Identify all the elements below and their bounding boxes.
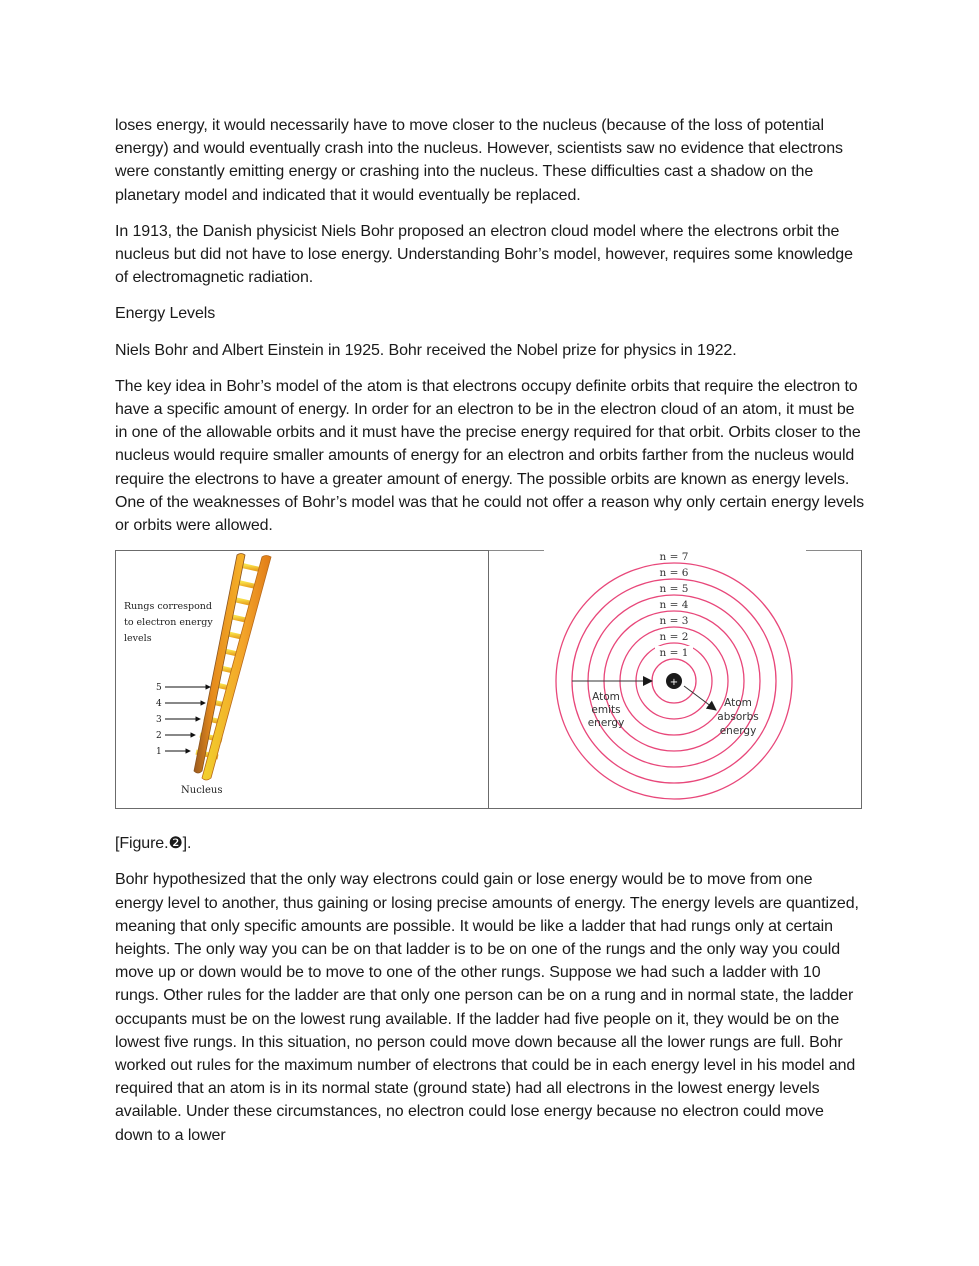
- orbits-panel: [488, 550, 862, 809]
- rung-label-3: 3: [156, 715, 162, 726]
- ladder-panel: [115, 550, 489, 809]
- figure-caption: [Figure.❷].: [115, 835, 192, 853]
- ladder-illustration: [116, 551, 489, 810]
- level-label-n3: n = 3: [659, 615, 689, 628]
- level-label-n2: n = 2: [659, 631, 689, 644]
- absorbs-label-line2: absorbs: [717, 711, 759, 724]
- orbit-level-labels: [655, 550, 693, 659]
- rung-label-2: 2: [156, 731, 162, 742]
- rung-label-1: 1: [156, 747, 162, 758]
- ladder-caption-line2: to electron energy: [124, 617, 213, 629]
- paragraph-planetary-model: loses energy, it would necessarily have to move closer to the nucleus (because of the loss of potential energy) and would eventually crash into the nucleus. However, scientists saw no evidence that electrons were constantly emitting energy or crashing into the nucleus. These difficulties cast a shadow on the planetary model and indicated that it would eventually be replaced.: [115, 117, 843, 204]
- paragraph-bohr-hypothesis: Bohr hypothesized that the only way electrons could gain or lose energy would be to move from one energy level to another, thus gaining or losing precise amounts of energy. The energy levels are quantized, meaning that only specific amounts are possible. It would be like a ladder that had rungs only at certain heights. The only way you can be on that ladder is to be on one of the rungs and the only way you could move up or down would be to move to one of the other rungs. Suppose we had such a ladder with 10 rungs. Other rules for the ladder are that only one person can be on a rung and in normal state, the ladder occupants must be on the lowest rung available. If the ladder had five people on it, they would be on the lowest five rungs. In this situation, no person could move down because all the lower rungs are full. Bohr worked out rules for the maximum number of electrons that could be in each energy level in his model and required that an atom is in its normal state (ground state) had all electrons in the lowest energy levels available. Under these circumstances, no electron could lose energy because no electron could move down to a lower: [115, 871, 859, 1144]
- absorbs-label-line3: energy: [719, 725, 757, 738]
- panel-top-border-left: [489, 550, 544, 551]
- panel-top-border-right: [806, 550, 861, 551]
- nucleus-label: Nucleus: [181, 785, 223, 797]
- paragraph-bohr-einstein: Niels Bohr and Albert Einstein in 1925. Bohr received the Nobel prize for physics in 1922.: [115, 341, 737, 359]
- emits-label-line1: Atom: [592, 691, 620, 704]
- ladder-caption-line1: Rungs correspond: [124, 601, 212, 613]
- level-label-n6: n = 6: [659, 567, 689, 580]
- level-label-n7: n = 7: [659, 551, 689, 564]
- rung-label-5: 5: [156, 683, 162, 694]
- emits-label-line2: emits: [591, 704, 621, 717]
- emits-label-line3: energy: [587, 717, 625, 730]
- level-label-n1: n = 1: [659, 647, 689, 660]
- energy-levels-figure: [115, 550, 861, 809]
- level-label-n5: n = 5: [659, 583, 689, 596]
- document-page: [115, 114, 865, 1160]
- section-heading-energy-levels: Energy Levels: [115, 305, 216, 323]
- level-label-n4: n = 4: [659, 599, 689, 612]
- rung-label-4: 4: [156, 699, 162, 710]
- bohr-orbits-diagram: [489, 550, 861, 808]
- paragraph-key-idea: The key idea in Bohr’s model of the atom is that electrons occupy definite orbits that require the electron to have a specific amount of energy. In order for an electron to be in the electron cloud of an atom, it must be in one of the allowable orbits and it must have the precise energy required for that orbit. Orbits closer to the nucleus would require smaller amounts of energy for an electron and orbits farther from the nucleus would require the electrons to have a greater amount of energy. The possible orbits are known as energy levels. One of the weaknesses of Bohr’s model was that he could not offer a reason why only certain energy levels or orbits were allowed.: [115, 377, 865, 535]
- paragraph-bohr-intro: In 1913, the Danish physicist Niels Bohr proposed an electron cloud model where the electrons orbit the nucleus but did not have to lose energy. Understanding Bohr’s model, however, requires some knowledge of electromagnetic radiation.: [115, 222, 853, 287]
- ladder-caption-line3: levels: [124, 633, 152, 645]
- absorbs-label-line1: Atom: [724, 697, 752, 710]
- nucleus-plus-sign: +: [669, 677, 679, 689]
